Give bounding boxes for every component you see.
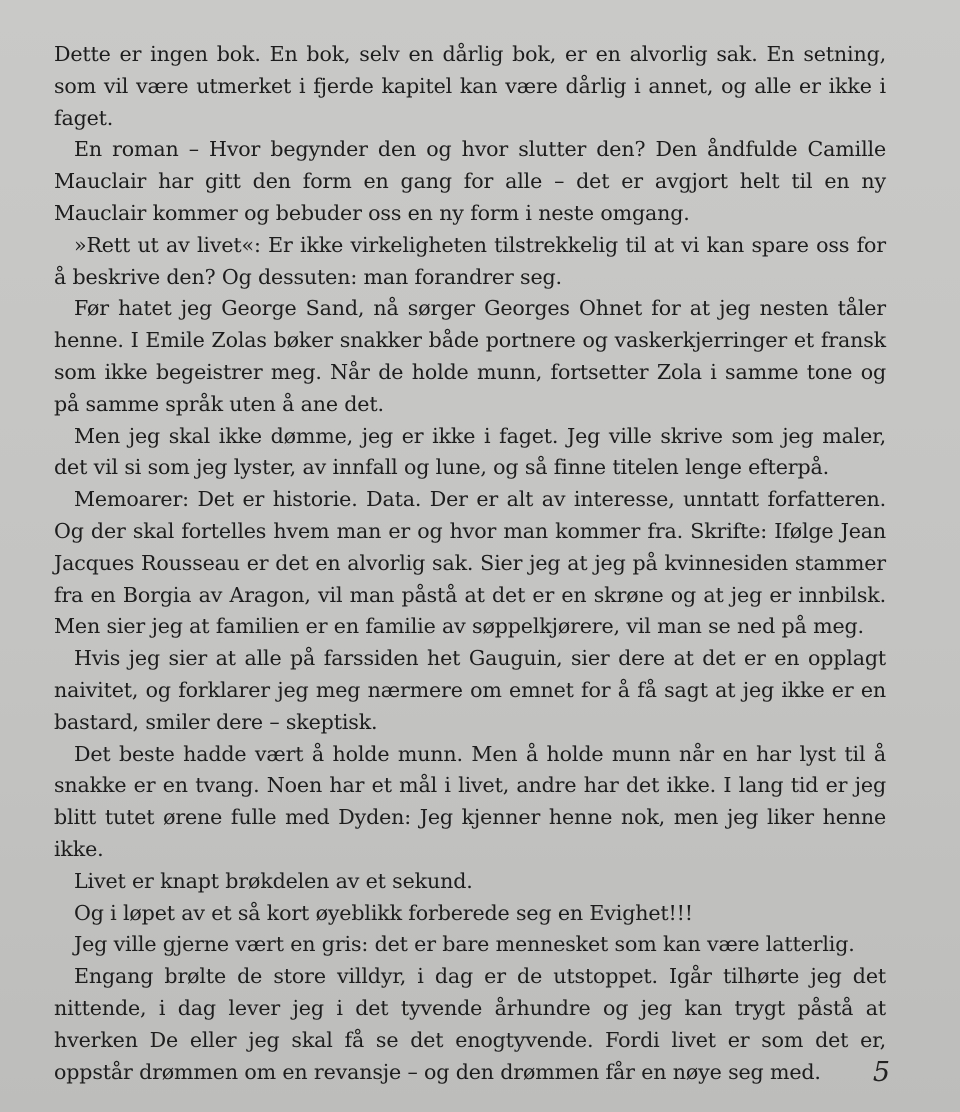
page-number: 5 [872,1057,890,1088]
paragraph-7: Hvis jeg sier at alle på farssiden het Gauguin, sier dere at det er en opplagt naivitet, og forklarer jeg meg nærmere om emnet for å få sagt at jeg ikke er en bastard, smiler dere – skeptisk. [54,646,886,734]
paragraph-2: En roman – Hvor begynder den og hvor slutter den? Den åndfulde Camille Mauclair har gitt den form en gang for alle – det er avgjort helt til en ny Mauclair kommer og bebuder oss en ny form i neste omgang. [54,137,886,225]
paragraph-9: Livet er knapt brøkdelen av et sekund. [74,868,473,893]
paragraph-3: »Rett ut av livet«: Er ikke virkeligheten tilstrekkelig til at vi kan spare oss for å beskrive den? Og dessuten: man forandrer seg. [54,232,886,289]
paragraph-10: Og i løpet av et så kort øyeblikk forberede seg en Evighet!!! [74,900,693,925]
paragraph-8: Det beste hadde vært å holde munn. Men å holde munn når en har lyst til å snakke er en tvang. Noen har et mål i livet, andre har det ikke. I lang tid er jeg blitt tutet ørene fulle med Dyden: Jeg kjenner henne nok, men jeg liker henne ikke. [54,741,886,861]
paragraph-11: Jeg ville gjerne vært en gris: det er bare mennesket som kan være latterlig. [74,932,855,957]
paragraph-6: Memoarer: Det er historie. Data. Der er alt av interesse, unntatt forfatteren. Og der skal fortelles hvem man er og hvor man kommer fra. Skrifte: Ifølge Jean Jacques Rousseau er det en alvorlig sak. Sier jeg at jeg på kvinnesiden stammer fra en Borgia av Aragon, vil man påstå at det er en skrøne og at jeg er innbilsk. Men sier jeg at familien er en familie av søppelkjørere, vil man se ned på meg. [54,487,886,639]
paragraph-12: Engang brølte de store villdyr, i dag er de utstoppet. Igår tilhørte jeg det nittende, i dag lever jeg i det tyvende århundre og jeg kan trygt påstå at hverken De eller jeg skal få se det enogtyvende. Fordi livet er som det er, oppstår drømmen om en revansje – og den drømmen får en nøye seg med. [54,964,886,1084]
paragraph-1: Dette er ingen bok. En bok, selv en dårlig bok, er en alvorlig sak. En setning, som vil være utmerket i fjerde kapitel kan være dårlig i annet, og alle er ikke i faget. [54,42,886,130]
body-text [54,39,886,1088]
paragraph-4: Før hatet jeg George Sand, nå sørger Georges Ohnet for at jeg nesten tåler henne. I Emile Zolas bøker snakker både portnere og vaskerkjerringer et fransk som ikke begeistrer meg. Når de holde munn, fortsetter Zola i samme tone og på samme språk uten å ane det. [54,296,886,416]
paragraph-5: Men jeg skal ikke dømme, jeg er ikke i faget. Jeg ville skrive som jeg maler, det vil si som jeg lyster, av innfall og lune, og så finne titelen lenge efterpå. [54,423,886,480]
